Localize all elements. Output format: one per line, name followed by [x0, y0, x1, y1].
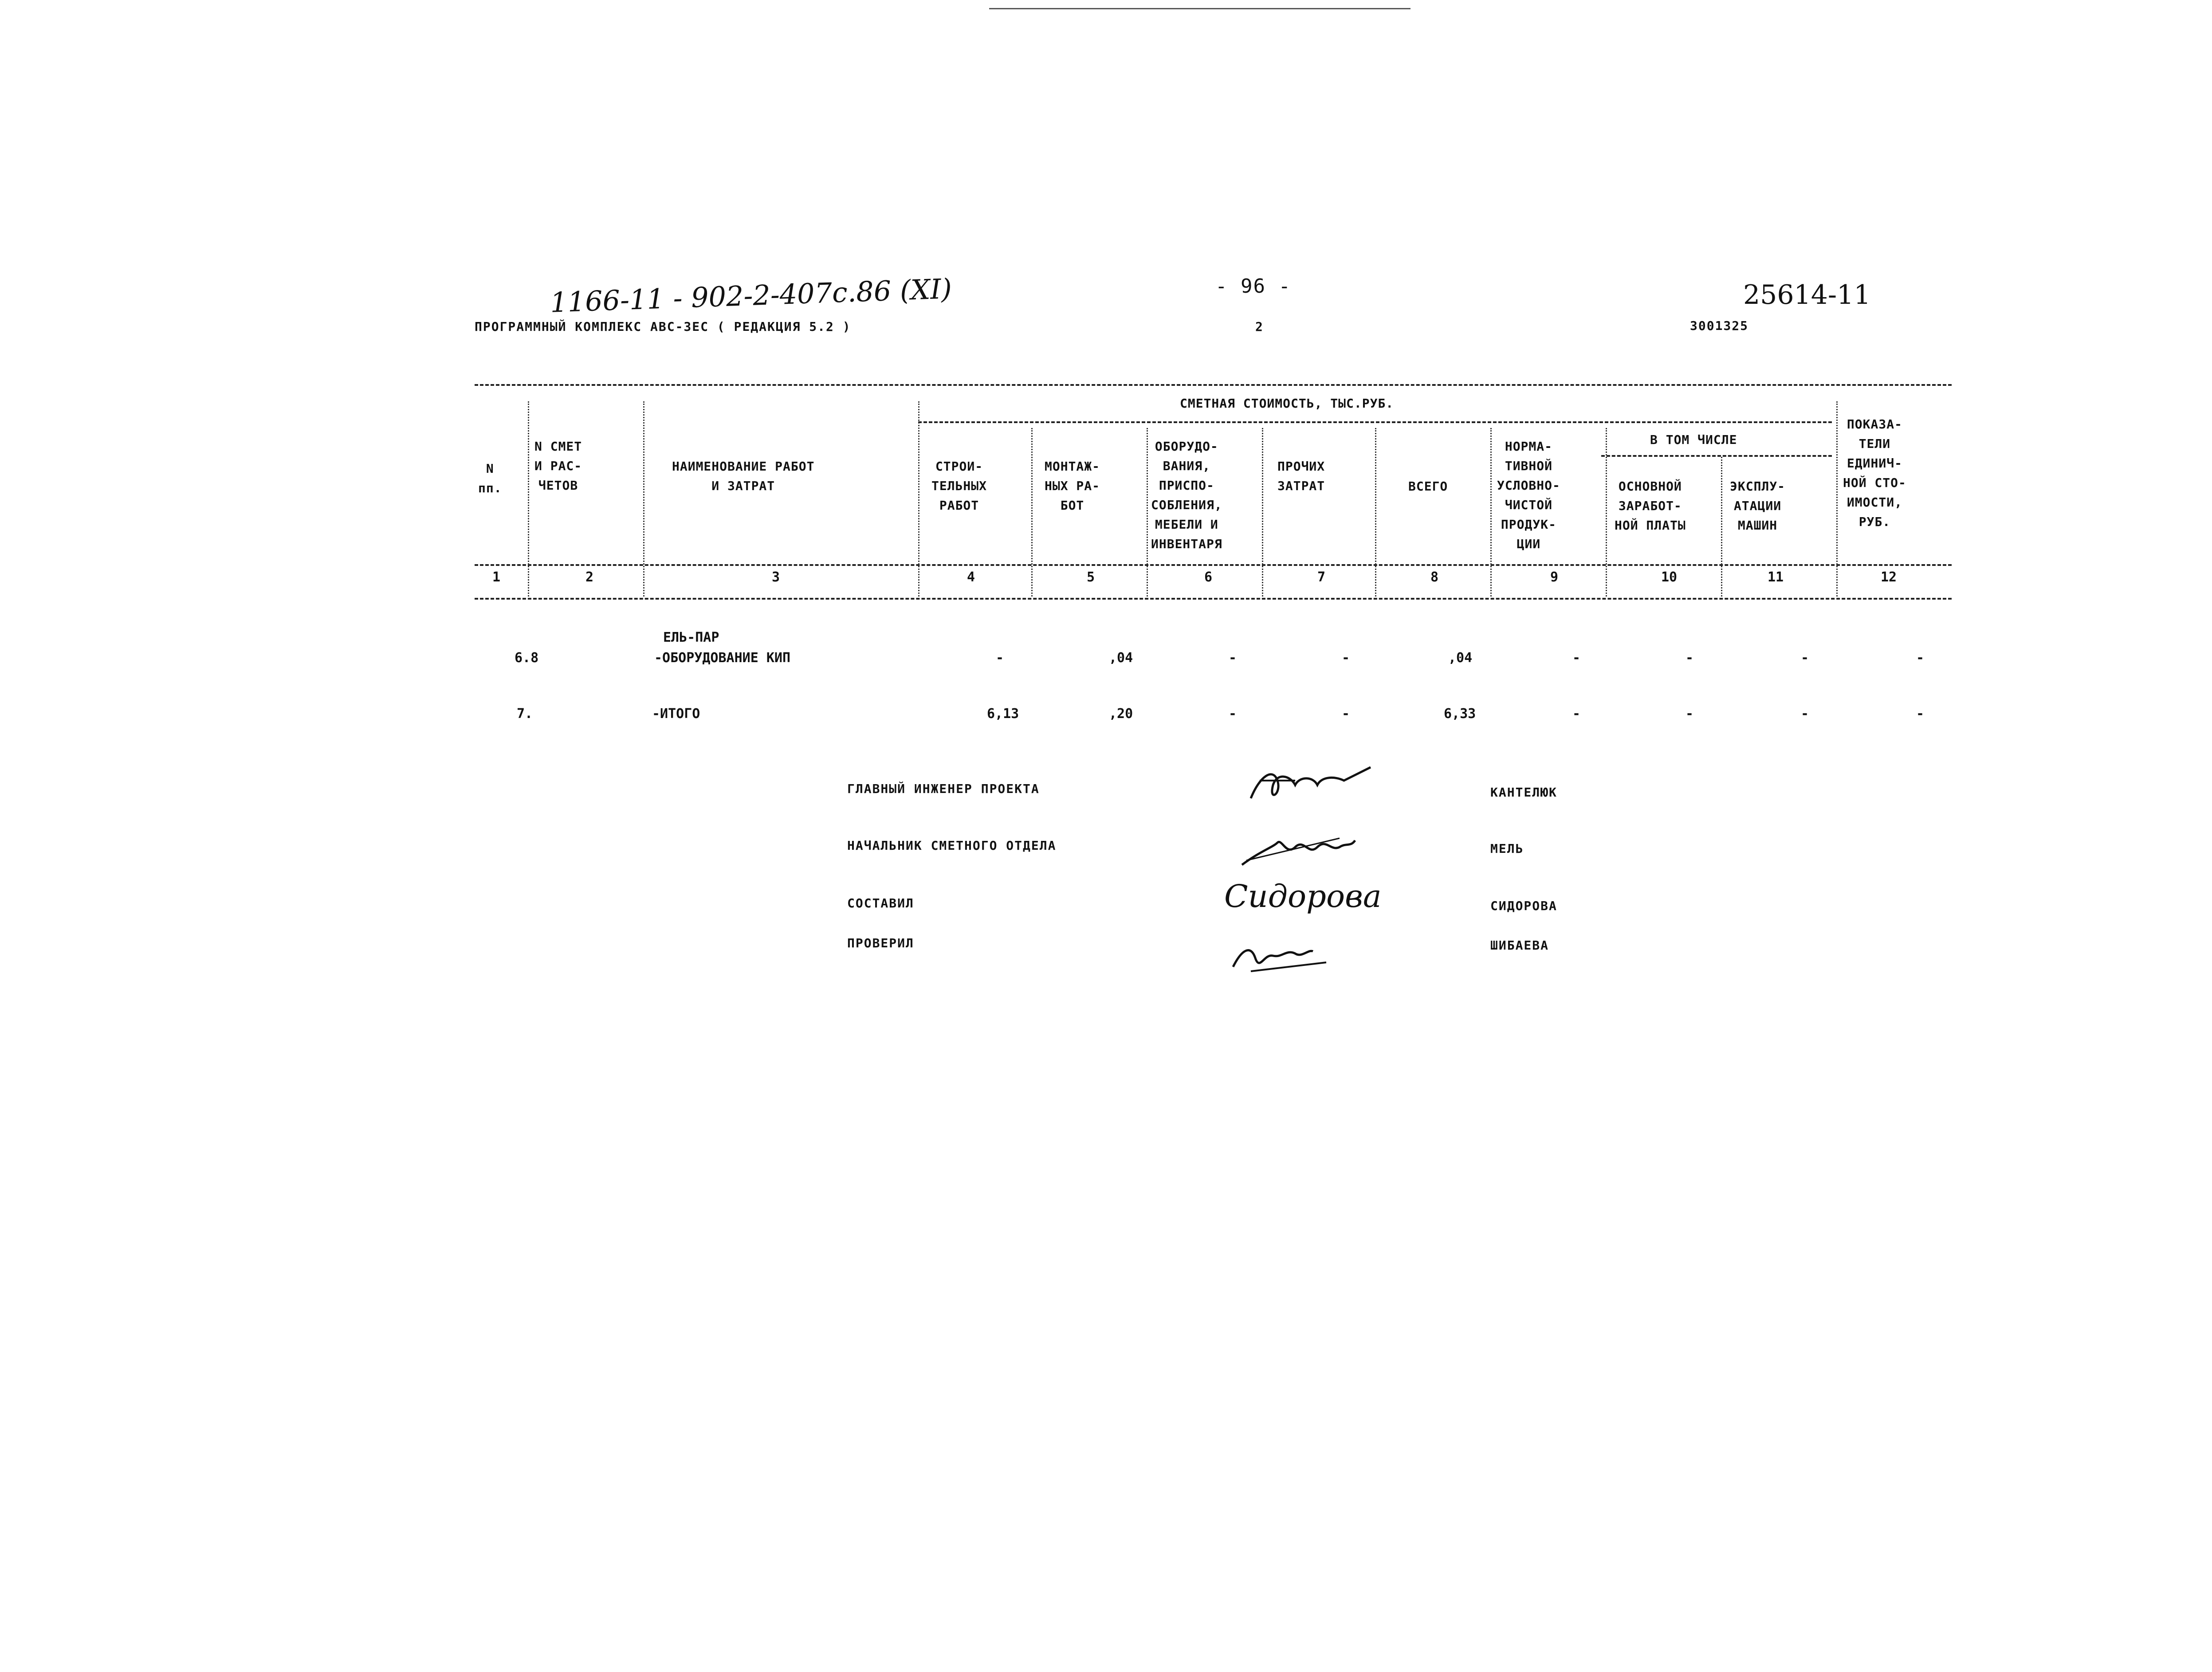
column-number: 1 — [492, 569, 501, 585]
table-cell-unit-cost: - — [1916, 706, 1925, 722]
column-separator — [1147, 428, 1148, 597]
signature-mark — [1233, 820, 1366, 878]
table-cell-name: -ОБОРУДОВАНИЕ КИП — [654, 650, 791, 666]
column-separator — [1262, 428, 1263, 597]
page-number: - 96 - — [1215, 275, 1291, 298]
signature-role: СОСТАВИЛ — [847, 896, 914, 911]
header-construction: СТРОИ- ТЕЛЬНЫХ РАБОТ — [931, 459, 987, 513]
header-machines: ЭКСПЛУ- АТАЦИИ МАШИН — [1730, 479, 1786, 533]
table-cell-normative: - — [1572, 650, 1581, 666]
program-line: ПРОГРАММНЫЙ КОМПЛЕКС АВС-ЗЕС ( РЕДАКЦИЯ 5.2 ) — [475, 319, 851, 334]
group-header-cost: СМЕТНАЯ СТОИМОСТЬ, ТЫС.РУБ. — [1180, 396, 1394, 411]
table-cell-machines: - — [1801, 706, 1809, 722]
header-installation: МОНТАЖ- НЫХ РА- БОТ — [1045, 459, 1100, 513]
top-rule — [989, 8, 1410, 9]
header-other: ПРОЧИХ ЗАТРАТ — [1277, 459, 1325, 493]
column-number: 2 — [585, 569, 594, 585]
signature-role: НАЧАЛЬНИК СМЕТНОГО ОТДЕЛА — [847, 838, 1057, 853]
table-cell-other: - — [1342, 706, 1350, 722]
header-bottom-rule — [475, 564, 1952, 566]
archive-code: 1166-11 - 902-2-407с.86 (XI) — [550, 272, 953, 319]
header-unit-cost: ПОКАЗА- ТЕЛИ ЕДИНИЧ- НОЙ СТО- ИМОСТИ, РУБ. — [1843, 417, 1906, 529]
header-work-name: НАИМЕНОВАНИЕ РАБОТ И ЗАТРАТ — [672, 459, 815, 493]
table-row-number: 6.8 — [515, 650, 539, 666]
column-separator — [918, 401, 919, 597]
table-cell-name: -ИТОГО — [652, 706, 700, 722]
table-cell-wages: - — [1686, 706, 1694, 722]
table-cell-equipment: - — [1229, 650, 1237, 666]
column-numbers-rule — [475, 598, 1952, 600]
document-number: 3001325 — [1690, 318, 1749, 333]
table-cell-name: ЕЛЬ-ПАР — [663, 630, 719, 645]
subgroup-header-including: В ТОМ ЧИСЛЕ — [1650, 432, 1737, 447]
page-index: 2 — [1255, 319, 1264, 334]
table-top-rule — [475, 384, 1952, 386]
column-number: 4 — [967, 569, 975, 585]
column-number: 3 — [772, 569, 780, 585]
header-total: ВСЕГО — [1408, 479, 1448, 494]
header-estimate-number: N СМЕТ И РАС- ЧЕТОВ — [534, 439, 582, 493]
signature-name: ШИБАЕВА — [1490, 938, 1549, 953]
sheet-code: 25614-11 — [1743, 279, 1871, 310]
signature-name: КАНТЕЛЮК — [1490, 785, 1557, 800]
group-header-rule — [918, 421, 1832, 423]
column-separator — [1721, 457, 1722, 597]
column-number: 7 — [1317, 569, 1326, 585]
subgroup-rule — [1601, 455, 1832, 457]
table-cell-installation: ,04 — [1109, 650, 1133, 666]
signature-role: ГЛАВНЫЙ ИНЖЕНЕР ПРОЕКТА — [847, 781, 1040, 796]
column-separator — [643, 401, 644, 597]
column-number: 9 — [1550, 569, 1559, 585]
table-cell-unit-cost: - — [1916, 650, 1925, 666]
column-number: 12 — [1881, 569, 1897, 585]
column-separator — [1031, 428, 1033, 597]
column-number: 10 — [1661, 569, 1678, 585]
column-number: 6 — [1204, 569, 1213, 585]
table-cell-equipment: - — [1229, 706, 1237, 722]
table-cell-total: ,04 — [1448, 650, 1473, 666]
header-wages: ОСНОВНОЙ ЗАРАБОТ- НОЙ ПЛАТЫ — [1615, 479, 1686, 533]
table-cell-machines: - — [1801, 650, 1809, 666]
column-separator — [1375, 428, 1376, 597]
column-separator — [1836, 401, 1838, 597]
table-cell-other: - — [1342, 650, 1350, 666]
table-cell-total: 6,33 — [1444, 706, 1476, 722]
header-normative: НОРМА- ТИВНОЙ УСЛОВНО- ЧИСТОЙ ПРОДУК- ЦИИ — [1497, 439, 1560, 551]
signature-mark — [1224, 931, 1335, 980]
signature-name: МЕЛЬ — [1490, 841, 1524, 856]
column-number: 5 — [1087, 569, 1095, 585]
column-separator — [1606, 428, 1607, 597]
signature-role: ПРОВЕРИЛ — [847, 936, 914, 950]
table-cell-construction: - — [996, 650, 1004, 666]
signature-handwritten: Сидорова — [1224, 878, 1382, 914]
column-separator — [1490, 428, 1492, 597]
signature-name: СИДОРОВА — [1490, 899, 1557, 913]
header-equipment: ОБОРУДО- ВАНИЯ, ПРИСПО- СОБЛЕНИЯ, МЕБЕЛИ И ИНВЕНТАРЯ — [1151, 439, 1222, 551]
column-number: 11 — [1768, 569, 1784, 585]
signature-mark — [1242, 750, 1375, 816]
column-separator — [528, 401, 529, 597]
table-cell-construction: 6,13 — [987, 706, 1019, 722]
table-cell-wages: - — [1686, 650, 1694, 666]
header-row-number: N пп. — [478, 461, 502, 495]
table-cell-installation: ,20 — [1109, 706, 1133, 722]
column-number: 8 — [1430, 569, 1439, 585]
table-row-number: 7. — [517, 706, 533, 722]
table-cell-normative: - — [1572, 706, 1581, 722]
